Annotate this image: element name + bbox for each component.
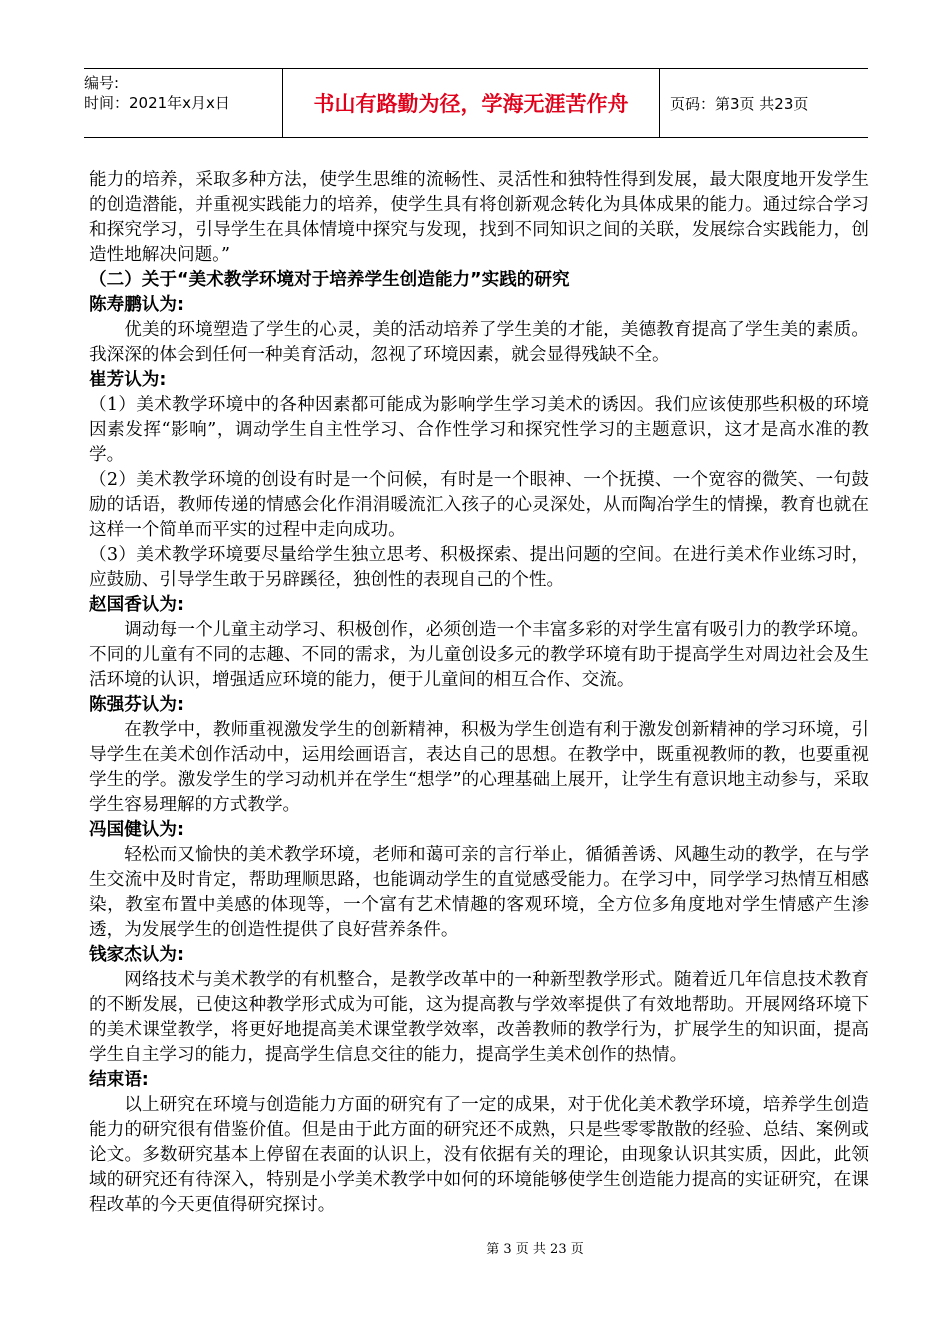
paragraph-qian-jiajie: 网络技术与美术教学的有机整合，是教学改革中的一种新型教学形式。随着近几年信息技术教育的不断发展，已使这种教学形式成为可能，这为提高教与学效率提供了有效地帮助。开展网络环境下的美术课堂教学，将更好地提高美术课堂教学效率，改善教师的教学行为，扩展学生的知识面，提高学生自主学习的能力，提高学生信息交往的能力，提高学生美术创作的热情。 [89, 970, 869, 1065]
paragraph-cui-fang-3: （3）美术教学环境要尽量给学生独立思考、积极探索、提出问题的空间。在进行美术作业练习时，应鼓励、引导学生敢于另辟蹊径，独创性的表现自己的个性。 [89, 545, 869, 590]
speaker-heading-chen-shoupeng: 陈寿鹏认为: [89, 295, 185, 315]
header-left-cell [84, 69, 282, 137]
speaker-heading-feng-guojian: 冯国健认为: [89, 820, 185, 840]
header-motto: 书山有路勤为径，学海无涯苦作舟 [282, 69, 660, 137]
conclusion-heading: 结束语: [89, 1070, 149, 1090]
speaker-heading-zhao-guoxiang: 赵国香认为: [89, 595, 185, 615]
conclusion-paragraph: 以上研究在环境与创造能力方面的研究有了一定的成果，对于优化美术教学环境，培养学生创造能力的研究很有借鉴价值。但是由于此方面的研究还不成熟，只是些零零散散的经验、总结、案例或论文。多数研究基本上停留在表面的认识上，没有依据有关的理论，由现象认识其实质，因此，此领域的研究还有待深入，特别是小学美术教学中如何的环境能够使学生创造能力提高的实证研究，在课程改革的今天更值得研究探讨。 [89, 1095, 869, 1215]
paragraph-cui-fang-2: （2）美术教学环境的创设有时是一个问候，有时是一个眼神、一个抚摸、一个宽容的微笑、一句鼓励的话语，教师传递的情感会化作涓涓暖流汇入孩子的心灵深处，从而陶冶学生的情操，教育也就在这样一个简单而平实的过程中走向成功。 [89, 470, 869, 540]
paragraph-feng-guojian: 轻松而又愉快的美术教学环境，老师和蔼可亲的言行举止，循循善诱、风趣生动的教学，在与学生交流中及时肯定，帮助理顺思路，也能调动学生的直觉感受能力。在学习中，同学学习热情互相感染，教室布置中美感的体现等，一个富有艺术情趣的客观环境，全方位多角度地对学生情感产生渗透，为发展学生的创造性提供了良好营养条件。 [89, 845, 869, 940]
intro-paragraph: 能力的培养，采取多种方法，使学生思维的流畅性、灵活性和独特性得到发展，最大限度地开发学生的创造潜能，并重视实践能力的培养，使学生具有将创新观念转化为具体成果的能力。通过综合学习和探究学习，引导学生在具体情境中探究与发现，找到不同知识之间的关联，发展综合实践能力，创造性地解决问题。” [89, 170, 869, 265]
page-header [84, 68, 868, 138]
header-page-info: 页码：第3页 共23页 [670, 94, 809, 113]
section-title: （二）关于“美术教学环境对于培养学生创造能力”实践的研究 [89, 270, 570, 290]
paragraph-cui-fang-1: （1）美术教学环境中的各种因素都可能成为影响学生学习美术的诱因。我们应该使那些积极的环境因素发挥“影响”，调动学生自主性学习、合作性学习和探究性学习的主题意识，这才是高水准的教学。 [89, 395, 869, 465]
page-footer: 第 3 页 共 23 页 [486, 1242, 584, 1257]
paragraph-chen-qiangfen: 在教学中，教师重视激发学生的创新精神，积极为学生创造有利于激发创新精神的学习环境，引导学生在美术创作活动中，运用绘画语言，表达自己的思想。在教学中，既重视教师的教，也要重视学生的学。激发学生的学习动机并在学生“想学”的心理基础上展开，让学生有意识地主动参与，采取学生容易理解的方式教学。 [89, 720, 869, 815]
speaker-heading-cui-fang: 崔芳认为: [89, 370, 167, 390]
document-time-label: 时间：2021年x月x日 [84, 94, 230, 112]
document-body [89, 168, 869, 1218]
speaker-heading-qian-jiajie: 钱家杰认为: [89, 945, 185, 965]
speaker-heading-chen-qiangfen: 陈强芬认为: [89, 695, 185, 715]
paragraph-zhao-guoxiang: 调动每一个儿童主动学习、积极创作，必须创造一个丰富多彩的对学生富有吸引力的教学环境。不同的儿童有不同的志趣、不同的需求，为儿童创设多元的教学环境有助于提高学生对周边社会及生活环境的认识，增强适应环境的能力，便于儿童间的相互合作、交流。 [89, 620, 869, 690]
document-number-label: 编号: [84, 74, 120, 92]
paragraph-chen-shoupeng: 优美的环境塑造了学生的心灵，美的活动培养了学生美的才能，美德教育提高了学生美的素质。我深深的体会到任何一种美育活动，忽视了环境因素，就会显得残缺不全。 [89, 320, 869, 365]
